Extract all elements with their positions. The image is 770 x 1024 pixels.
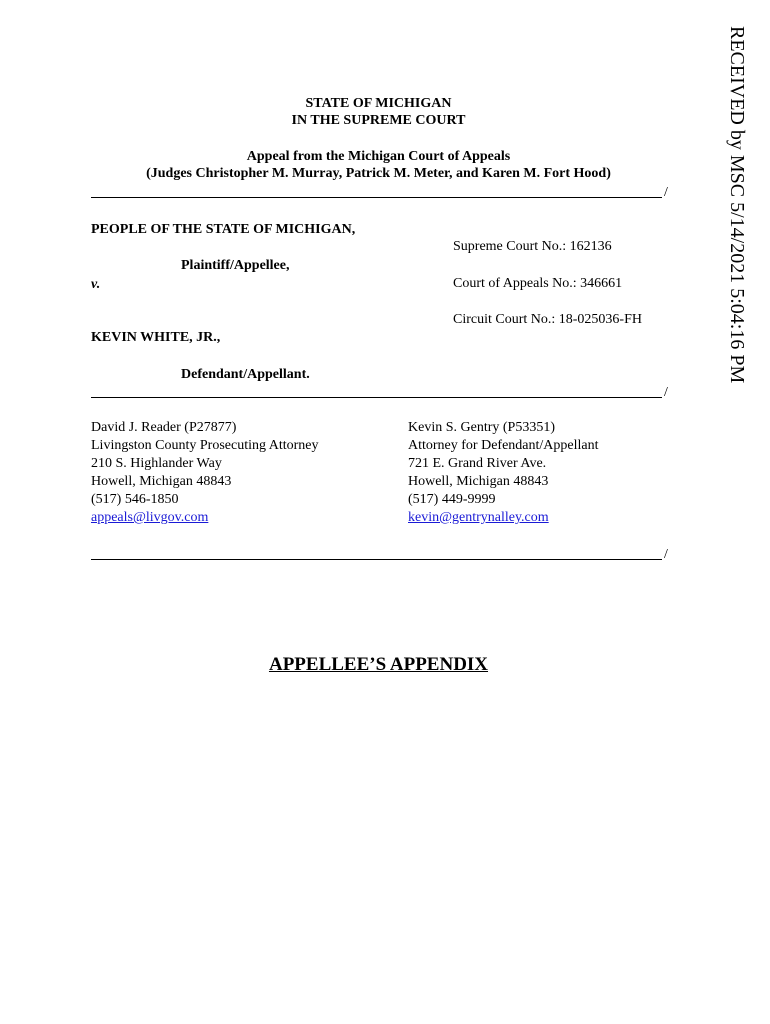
circuit-court-number: Circuit Court No.: 18-025036-FH: [453, 312, 642, 327]
prosecutor-title: Livingston County Prosecuting Attorney: [91, 438, 319, 453]
appeal-source-line: Appeal from the Michigan Court of Appeals: [246, 149, 511, 164]
judges-line: (Judges Christopher M. Murray, Patrick M. Meter, and Karen M. Fort Hood): [146, 166, 611, 181]
supreme-court-number: Supreme Court No.: 162136: [453, 239, 612, 254]
defense-address-city: Howell, Michigan 48843: [408, 474, 549, 489]
divider-middle-slash: /: [664, 385, 668, 400]
defense-phone: (517) 449-9999: [408, 492, 496, 507]
prosecutor-address-city: Howell, Michigan 48843: [91, 474, 232, 489]
appeal-heading: [91, 148, 666, 182]
court-of-appeals-number: Court of Appeals No.: 346661: [453, 276, 623, 291]
court-heading: [91, 95, 666, 129]
divider-bottom-slash: /: [664, 547, 668, 562]
defense-title: Attorney for Defendant/Appellant: [408, 438, 599, 453]
divider-bottom: [91, 559, 662, 560]
defense-name: Kevin S. Gentry (P53351): [408, 420, 555, 435]
court-name-heading: IN THE SUPREME COURT: [291, 113, 466, 128]
document-title: [91, 654, 666, 676]
divider-middle: [91, 397, 662, 398]
versus-label: v.: [91, 277, 101, 292]
divider-top: [91, 197, 662, 198]
received-stamp: RECEIVED by MSC 5/14/2021 5:04:16 PM: [726, 26, 748, 384]
defense-email-link[interactable]: kevin@gentrynalley.com: [408, 510, 549, 525]
prosecutor-name: David J. Reader (P27877): [91, 420, 237, 435]
prosecutor-phone: (517) 546-1850: [91, 492, 179, 507]
defense-address-street: 721 E. Grand River Ave.: [408, 456, 547, 471]
divider-top-slash: /: [664, 185, 668, 200]
plaintiff-role: Plaintiff/Appellee,: [181, 258, 290, 273]
prosecutor-address-street: 210 S. Highlander Way: [91, 456, 222, 471]
prosecutor-email-link[interactable]: appeals@livgov.com: [91, 510, 209, 525]
plaintiff-name: PEOPLE OF THE STATE OF MICHIGAN,: [91, 222, 356, 237]
defendant-role: Defendant/Appellant.: [181, 367, 310, 382]
state-heading: STATE OF MICHIGAN: [305, 96, 452, 111]
document-title-text: APPELLEE’S APPENDIX: [268, 654, 489, 675]
defendant-name: KEVIN WHITE, JR.,: [91, 330, 221, 345]
